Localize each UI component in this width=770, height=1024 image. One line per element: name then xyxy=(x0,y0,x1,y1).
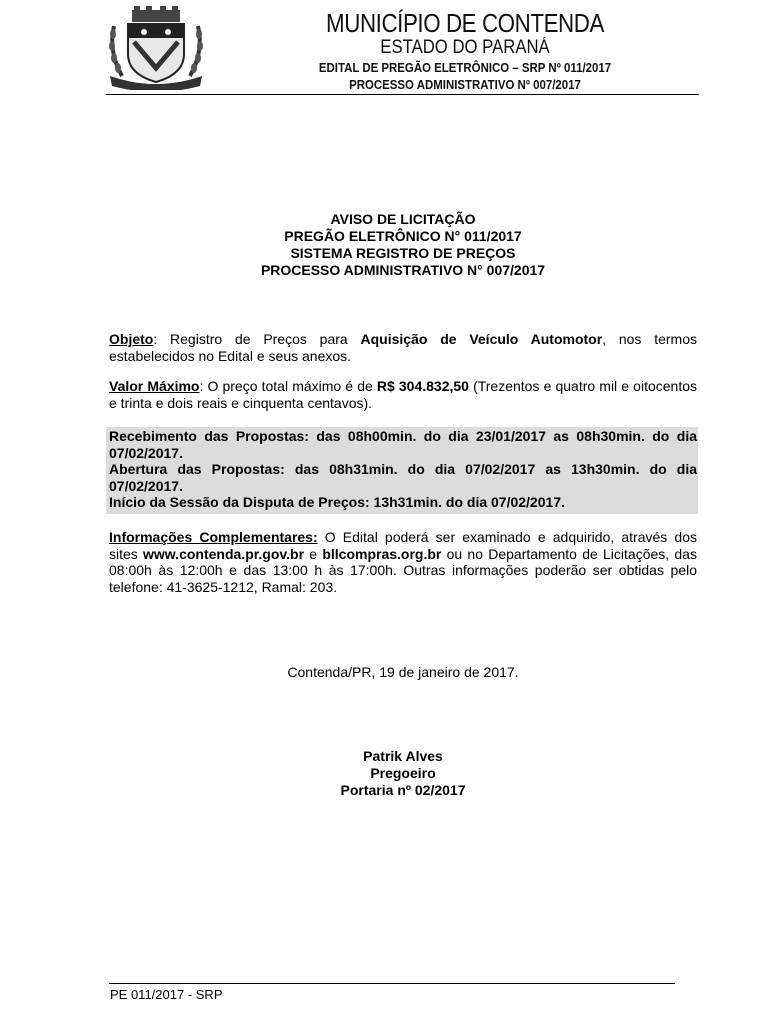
site-link-contenda[interactable]: www.contenda.pr.gov.br xyxy=(143,545,305,562)
objeto-text-after: , nos termos estabelecidos no Edital e seus anexos. xyxy=(109,331,698,364)
inicio-line: Início da Sessão da Disputa de Preços: 13h31min. do dia 07/02/2017. xyxy=(109,494,565,510)
footer-divider xyxy=(109,983,675,984)
header-divider xyxy=(106,94,699,95)
objeto-highlight: Aquisição de Veículo Automotor xyxy=(360,331,603,347)
info-text-3: ou no Departamento de Licitações, das 08:00h às 12:00h e das 13:00 h às 17:00h. Outras informações poderão ser obtidas pelo telefone: 41-3625-1212, Ramal: 203. xyxy=(109,545,697,595)
objeto-text-before: : Registro de Preços para xyxy=(153,331,361,347)
place-date: Contenda/PR, 19 de janeiro de 2017. xyxy=(287,664,519,680)
objeto-paragraph xyxy=(109,331,697,364)
valor-label: Valor Máximo xyxy=(109,378,200,394)
abertura-line: Abertura das Propostas: das 08h31min. do dia 07/02/2017 as 13h30min. do dia 07/02/2017. xyxy=(109,461,697,494)
notice-pregao: PREGÃO ELETRÔNICO N° 011/2017 xyxy=(284,228,522,244)
valor-text-before: : O preço total máximo é de xyxy=(199,378,377,394)
site-link-bllcompras[interactable]: bllcompras.org.br xyxy=(322,545,442,562)
notice-heading xyxy=(108,211,698,279)
municipality-title: MUNICÍPIO DE CONTENDA xyxy=(326,8,604,38)
objeto-label: Objeto xyxy=(109,331,154,347)
municipal-crest-logo xyxy=(104,6,208,90)
valor-amount: R$ 304.832,50 xyxy=(376,378,469,394)
edital-number: EDITAL DE PREGÃO ELETRÔNICO – SRP Nº 011/2017 xyxy=(318,60,612,75)
valor-paragraph xyxy=(109,378,697,411)
signer-name: Patrik Alves xyxy=(363,748,443,764)
notice-system: SISTEMA REGISTRO DE PREÇOS xyxy=(290,245,516,261)
signer-portaria: Portaria nº 02/2017 xyxy=(340,782,466,798)
info-text-2: e xyxy=(304,545,323,562)
signature-block xyxy=(109,748,697,799)
info-label: Informações Complementares: xyxy=(109,529,318,545)
dates-paragraph xyxy=(109,428,697,511)
notice-process: PROCESSO ADMINISTRATIVO N° 007/2017 xyxy=(260,262,546,278)
state-name: ESTADO DO PARANÁ xyxy=(380,37,550,58)
info-paragraph xyxy=(109,529,697,595)
footer-reference: PE 011/2017 - SRP xyxy=(110,987,223,1002)
recebimento-line: Recebimento das Propostas: das 08h00min. do dia 23/01/2017 as 08h30min. do dia 07/02/2017. xyxy=(109,428,697,461)
valor-text-after: (Trezentos e quatro mil e oitocentos e trinta e dois reais e cinquenta centavos). xyxy=(109,378,697,411)
process-number: PROCESSO ADMINISTRATIVO Nº 007/2017 xyxy=(349,77,581,92)
signer-role: Pregoeiro xyxy=(370,765,436,781)
info-text-1: O Edital poderá ser examinado e adquirido, através dos sites xyxy=(109,529,697,562)
notice-title: AVISO DE LICITAÇÃO xyxy=(330,211,476,227)
